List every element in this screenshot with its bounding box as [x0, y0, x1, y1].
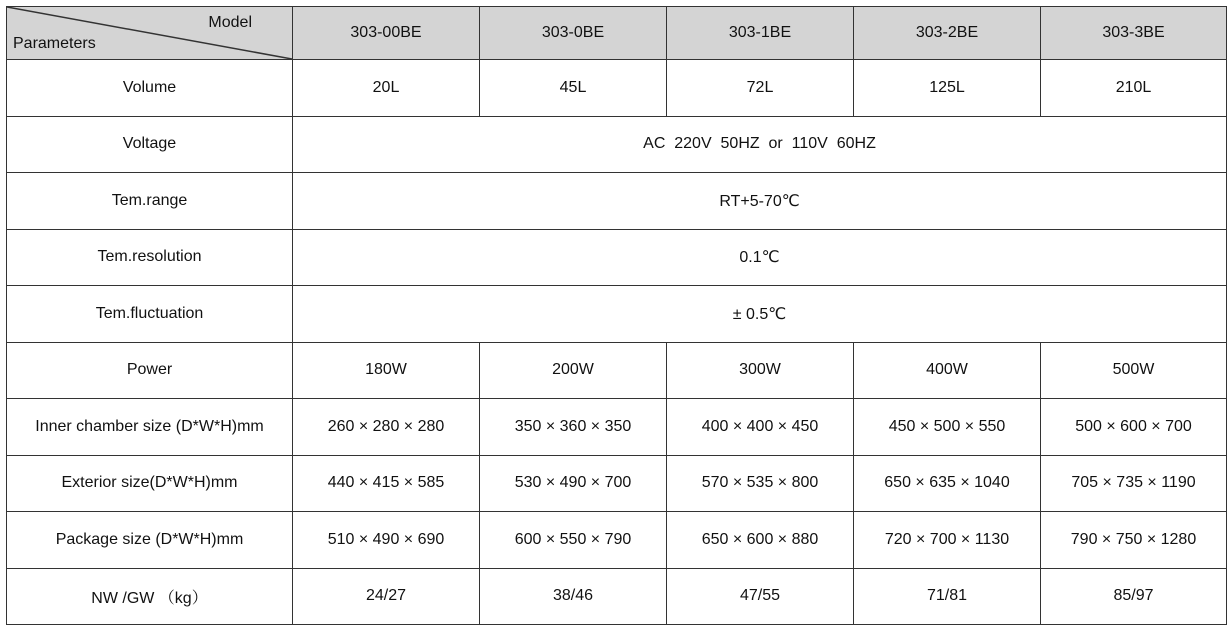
temperature-fluctuation-row [7, 286, 1227, 343]
value-cell: 260 × 280 × 280 [293, 399, 480, 456]
model-header: 303-1BE [667, 7, 854, 60]
row-label: Inner chamber size (D*W*H)mm [7, 399, 293, 456]
model-corner-label: Model [208, 14, 252, 31]
volume-row [7, 60, 1227, 117]
value-cell: 400W [854, 342, 1041, 399]
value-cell: 210L [1041, 60, 1227, 117]
row-label: Package size (D*W*H)mm [7, 512, 293, 569]
value-cell: 570 × 535 × 800 [667, 455, 854, 512]
value-cell: 650 × 635 × 1040 [854, 455, 1041, 512]
parameters-corner-label: Parameters [13, 35, 96, 52]
voltage-row [7, 116, 1227, 173]
model-header: 303-0BE [480, 7, 667, 60]
value-cell: 600 × 550 × 790 [480, 512, 667, 569]
temperature-resolution-row [7, 229, 1227, 286]
spanned-value-cell: 0.1℃ [293, 229, 1227, 286]
model-header: 303-2BE [854, 7, 1041, 60]
value-cell: 705 × 735 × 1190 [1041, 455, 1227, 512]
corner-header-cell [7, 7, 293, 60]
row-label: Tem.fluctuation [7, 286, 293, 343]
row-label: Tem.range [7, 173, 293, 230]
value-cell: 47/55 [667, 568, 854, 625]
power-row [7, 342, 1227, 399]
value-cell: 530 × 490 × 700 [480, 455, 667, 512]
row-label: Exterior size(D*W*H)mm [7, 455, 293, 512]
value-cell: 125L [854, 60, 1041, 117]
value-cell: 200W [480, 342, 667, 399]
spanned-value-cell: RT+5-70℃ [293, 173, 1227, 230]
value-cell: 350 × 360 × 350 [480, 399, 667, 456]
value-cell: 440 × 415 × 585 [293, 455, 480, 512]
value-cell: 500W [1041, 342, 1227, 399]
header-row [7, 7, 1227, 60]
model-header: 303-00BE [293, 7, 480, 60]
value-cell: 720 × 700 × 1130 [854, 512, 1041, 569]
value-cell: 24/27 [293, 568, 480, 625]
value-cell: 510 × 490 × 690 [293, 512, 480, 569]
row-label: NW /GW （kg） [7, 568, 293, 625]
row-label: Power [7, 342, 293, 399]
value-cell: 790 × 750 × 1280 [1041, 512, 1227, 569]
temperature-range-row [7, 173, 1227, 230]
value-cell: 400 × 400 × 450 [667, 399, 854, 456]
specification-table [6, 6, 1227, 625]
row-label: Volume [7, 60, 293, 117]
specification-table-body [7, 7, 1227, 625]
inner-chamber-size-row [7, 399, 1227, 456]
value-cell: 300W [667, 342, 854, 399]
spanned-value-cell: ± 0.5℃ [293, 286, 1227, 343]
value-cell: 85/97 [1041, 568, 1227, 625]
value-cell: 20L [293, 60, 480, 117]
package-size-row [7, 512, 1227, 569]
model-header: 303-3BE [1041, 7, 1227, 60]
value-cell: 72L [667, 60, 854, 117]
value-cell: 650 × 600 × 880 [667, 512, 854, 569]
row-label: Tem.resolution [7, 229, 293, 286]
value-cell: 38/46 [480, 568, 667, 625]
value-cell: 71/81 [854, 568, 1041, 625]
value-cell: 180W [293, 342, 480, 399]
value-cell: 450 × 500 × 550 [854, 399, 1041, 456]
row-label: Voltage [7, 116, 293, 173]
weight-row [7, 568, 1227, 625]
spanned-value-cell: AC 220V 50HZ or 110V 60HZ [293, 116, 1227, 173]
value-cell: 500 × 600 × 700 [1041, 399, 1227, 456]
value-cell: 45L [480, 60, 667, 117]
exterior-size-row [7, 455, 1227, 512]
